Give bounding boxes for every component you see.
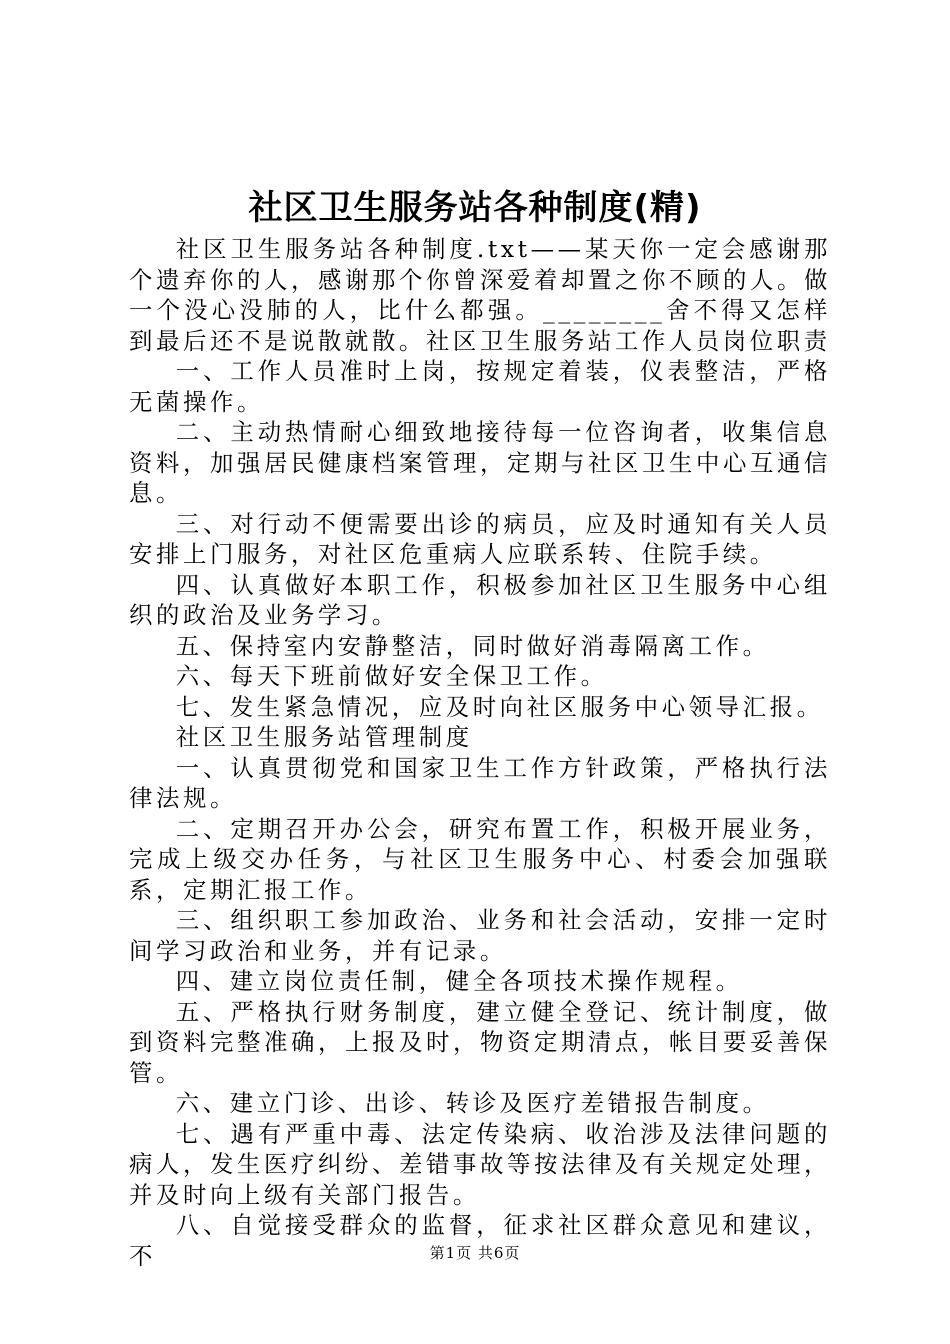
paragraph: 二、定期召开办公会，研究布置工作，积极开展业务，完成上级交办任务，与社区卫生服务中心、村委会加强联系，定期汇报工作。 (129, 814, 831, 904)
paragraph: 一、工作人员准时上岗，按规定着装，仪表整洁，严格无菌操作。 (129, 357, 831, 416)
page-footer: 第1页 共6页 (429, 1244, 521, 1262)
paragraph: 六、每天下班前做好安全保卫工作。 (175, 662, 608, 690)
paragraph: 四、建立岗位责任制，健全各项技术操作规程。 (175, 967, 743, 995)
paragraph: 五、保持室内安静整洁，同时做好消毒隔离工作。 (175, 631, 770, 660)
paragraph: 四、认真做好本职工作，积极参加社区卫生服务中心组织的政治及业务学习。 (129, 570, 831, 629)
paragraph: 社区卫生服务站各种制度.txt——某天你一定会感谢那个遗弃你的人，感谢那个你曾深爱着却置之你不顾的人。做一个没心没肺的人，比什么都强。________舍不得又怎样到最后还不是说散就散。社区卫生服务站工作人员岗位职责 (129, 235, 831, 355)
page-title: 社区卫生服务站各种制度(精) (248, 188, 702, 228)
paragraph: 三、对行动不便需要出诊的病员，应及时通知有关人员安排上门服务，对社区危重病人应联系转、住院手续。 (129, 509, 831, 568)
section-heading: 社区卫生服务站管理制度 (175, 723, 473, 751)
paragraph: 三、组织职工参加政治、业务和社会活动，安排一定时间学习政治和业务，并有记录。 (129, 906, 831, 965)
document-body (129, 234, 831, 1271)
paragraph: 二、主动热情耐心细致地接待每一位咨询者，收集信息资料，加强居民健康档案管理，定期与社区卫生中心互通信息。 (129, 418, 831, 507)
paragraph: 一、认真贯彻党和国家卫生工作方针政策，严格执行法律法规。 (129, 753, 831, 812)
paragraph: 五、严格执行财务制度，建立健全登记、统计制度，做到资料完整准确，上报及时，物资定期清点，帐目要妥善保管。 (129, 997, 831, 1087)
paragraph: 七、遇有严重中毒、法定传染病、收治涉及法律问题的病人，发生医疗纠纷、差错事故等按法律及有关规定处理，并及时向上级有关部门报告。 (129, 1119, 831, 1209)
paragraph: 六、建立门诊、出诊、转诊及医疗差错报告制度。 (175, 1089, 770, 1117)
paragraph: 八、自觉接受群众的监督，征求社区群众意见和建议，不 (129, 1211, 831, 1270)
paragraph: 七、发生紧急情况，应及时向社区服务中心领导汇报。 (175, 692, 824, 721)
